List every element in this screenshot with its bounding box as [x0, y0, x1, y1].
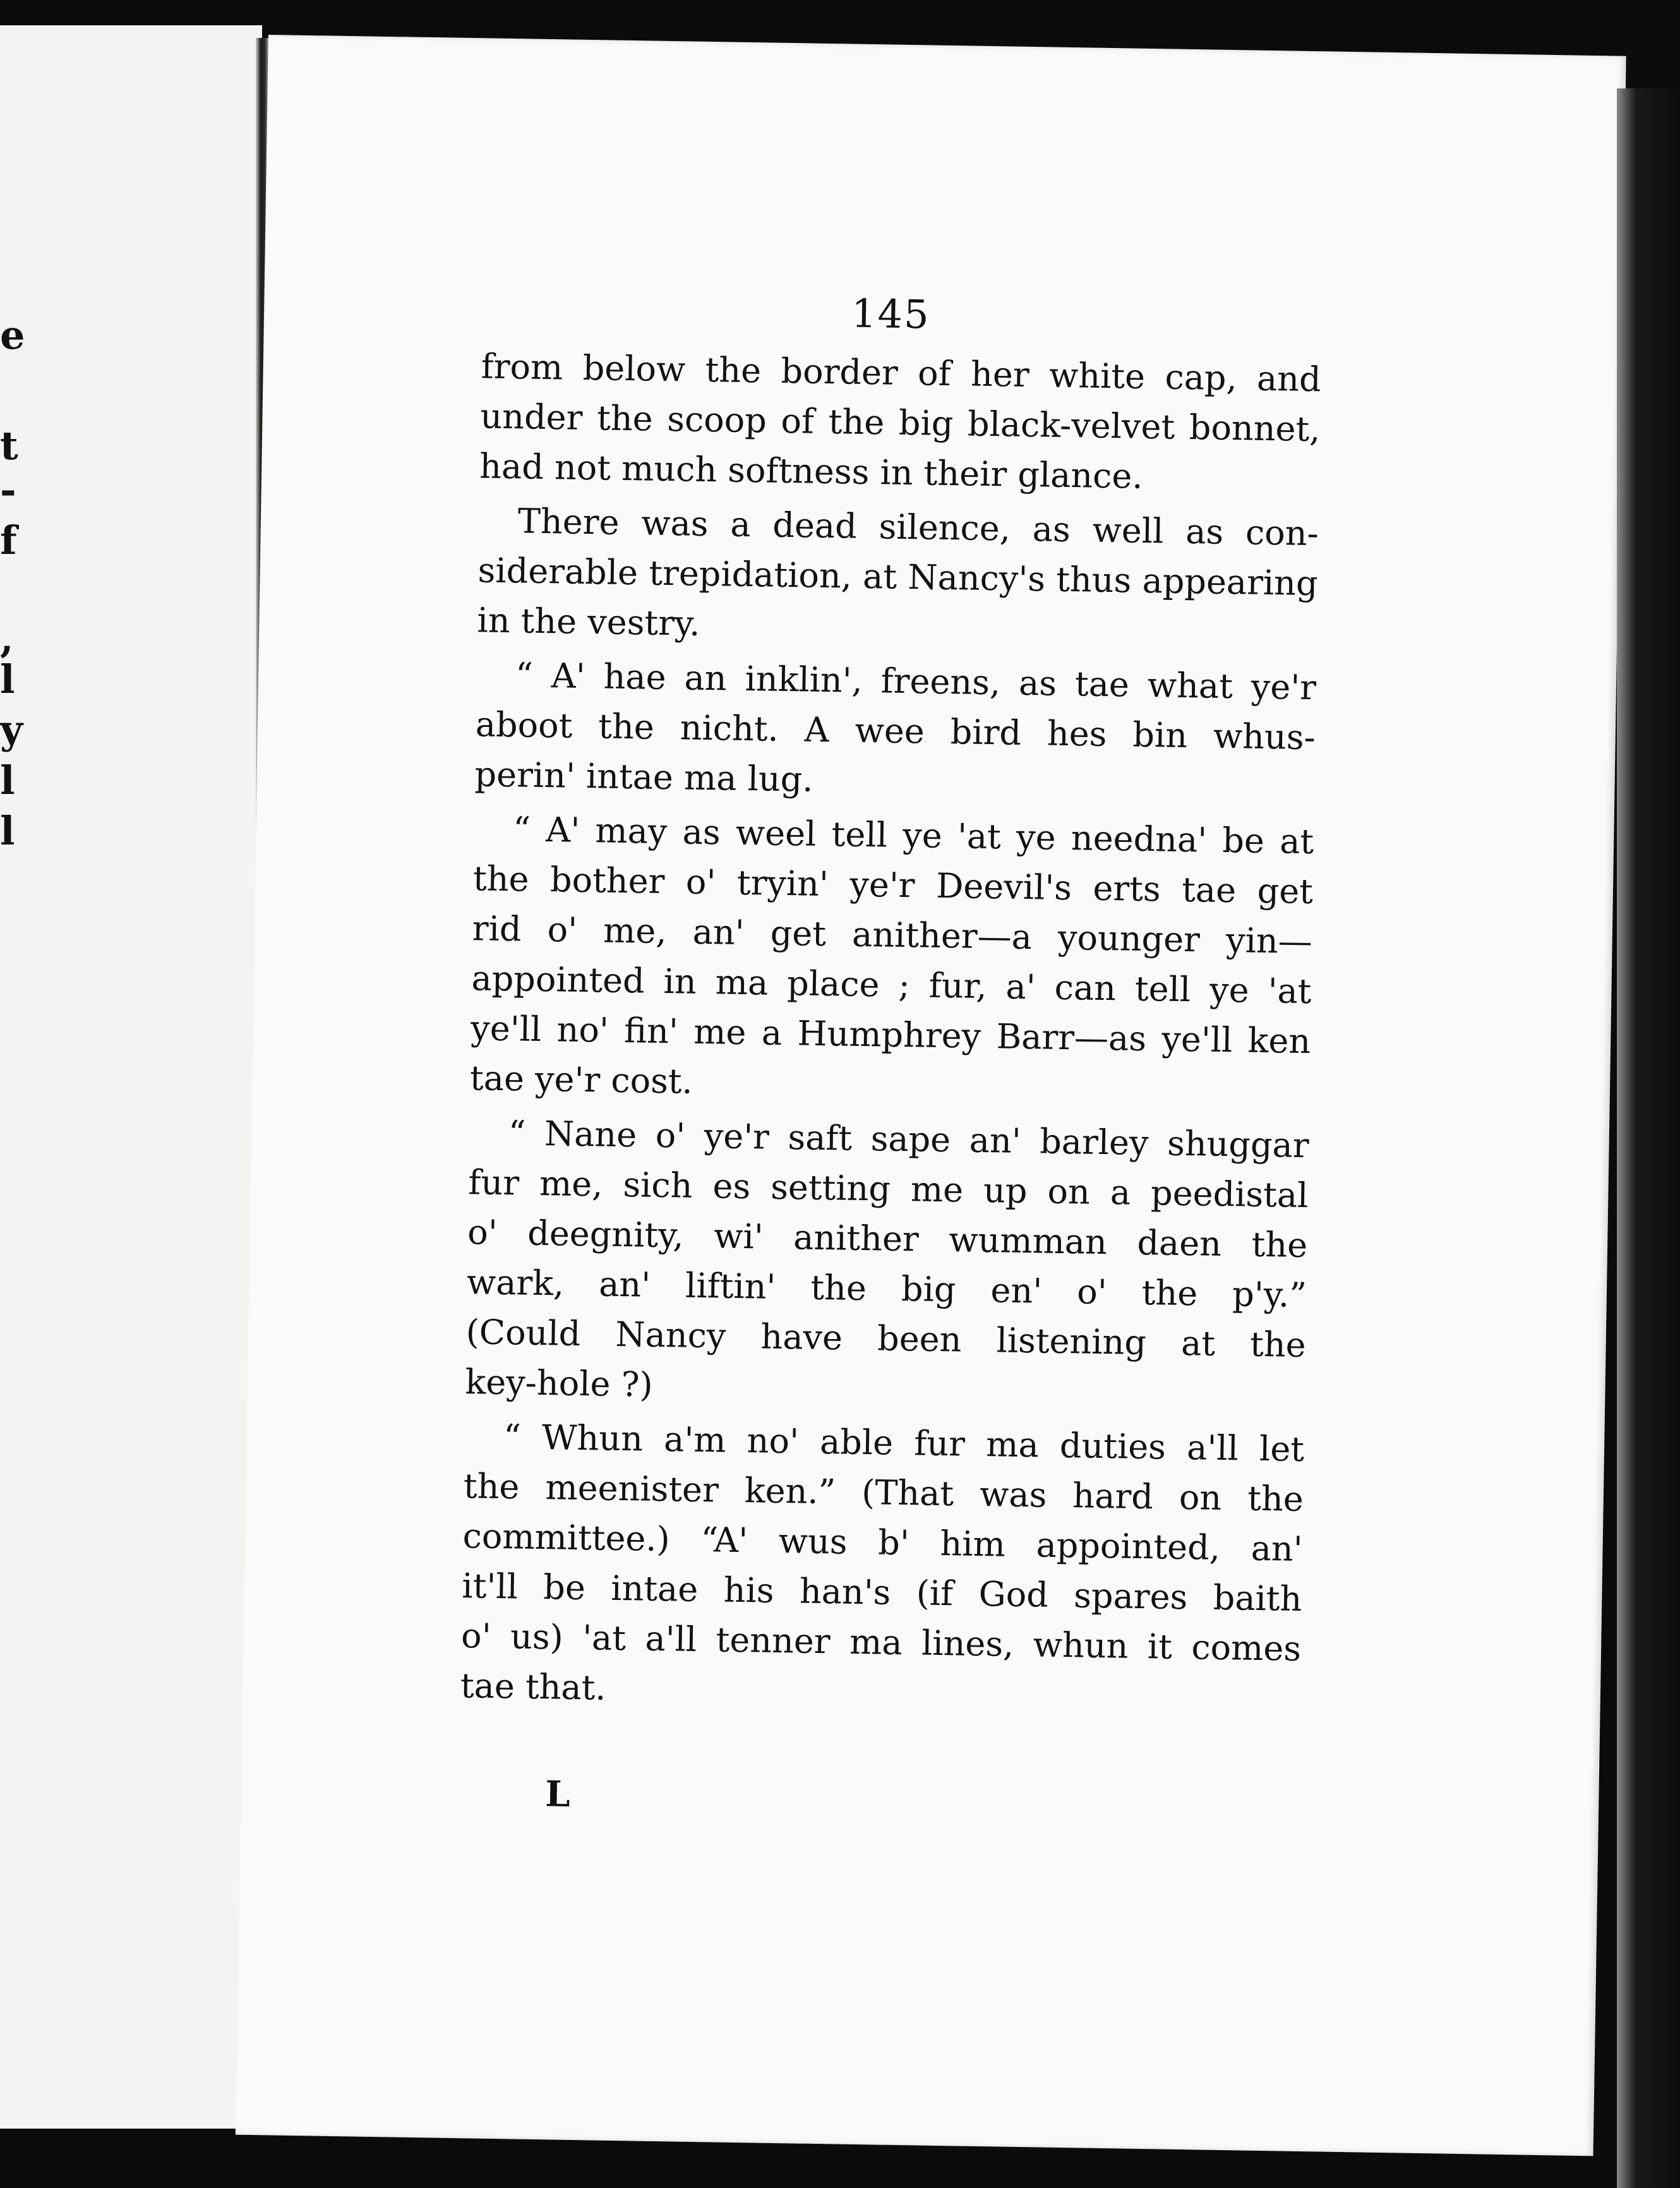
text-line: “ Nane o' ye'r saft sape an' barley shuggar: [508, 1113, 1310, 1166]
text-line: rid o' me, an' get anither—a younger yin—: [472, 908, 1313, 962]
signature-mark: L: [544, 1773, 571, 1815]
left-page-edge: [0, 25, 262, 2129]
text-line: “ Whun a'm no' able fur ma duties a'll let: [503, 1417, 1305, 1470]
text-line: There was a dead silence, as well as con-: [517, 501, 1319, 554]
text-line: committee.) “A' wus b' him appointed, an': [462, 1516, 1304, 1570]
text-line: (Could Nancy have been listening at the: [465, 1312, 1307, 1366]
text-line: the bother o' tryin' ye'r Deevil's erts tae get: [472, 858, 1314, 912]
right-page-edge: [1617, 88, 1680, 2188]
edge-letter: ,: [0, 615, 14, 661]
text-line: o' deegnity, wi' anither wumman daen the: [467, 1212, 1308, 1266]
text-line: under the scoop of the big black-velvet bonnet,: [480, 396, 1321, 450]
text-line: tae ye'r cost.: [469, 1058, 693, 1102]
text-line: “ A' hae an inklin', freens, as tae what ye'r: [515, 655, 1317, 708]
text-line: from below the border of her white cap, and: [481, 346, 1322, 400]
text-line: siderable trepidation, at Nancy's thus appearing: [477, 550, 1319, 604]
edge-letter: -: [0, 467, 16, 513]
text-line: o' us) 'at a'll tenner ma lines, whun it comes: [460, 1616, 1302, 1669]
edge-letter: f: [0, 517, 17, 563]
edge-letter: l: [0, 757, 15, 803]
edge-letter: e: [0, 312, 25, 358]
text-line: appointed in ma place ; fur, a' can tell ye 'at: [471, 958, 1312, 1012]
text-line: aboot the nicht. A wee bird hes bin whus-: [475, 704, 1316, 758]
edge-letter: y: [0, 707, 23, 753]
text-line: in the vestry.: [476, 600, 700, 644]
edge-letter: t: [0, 423, 18, 469]
right-page: [236, 35, 1626, 2156]
text-line: wark, an' liftin' the big en' o' the p'y.”: [466, 1262, 1307, 1316]
edge-letter: l: [0, 656, 15, 702]
text-line: tae that.: [460, 1666, 607, 1708]
text-line: fur me, sich es setting me up on a peedistal: [468, 1162, 1309, 1216]
text-line: it'll be intae his han's (if God spares baith: [461, 1566, 1302, 1620]
text-line: had not much softness in their glance.: [479, 446, 1144, 496]
text-line: “ A' may as weel tell ye 'at ye needna' be at: [512, 809, 1314, 862]
text-line: the meenister ken.” (That was hard on the: [463, 1466, 1304, 1520]
text-line: key-hole ?): [465, 1362, 654, 1405]
page-text: [460, 341, 1321, 1724]
page-number: 145: [851, 290, 931, 338]
text-line: perin' intae ma lug.: [474, 754, 813, 800]
edge-letter: l: [0, 808, 15, 854]
text-line: ye'll no' fin' me a Humphrey Barr—as ye'll ken: [470, 1008, 1311, 1062]
